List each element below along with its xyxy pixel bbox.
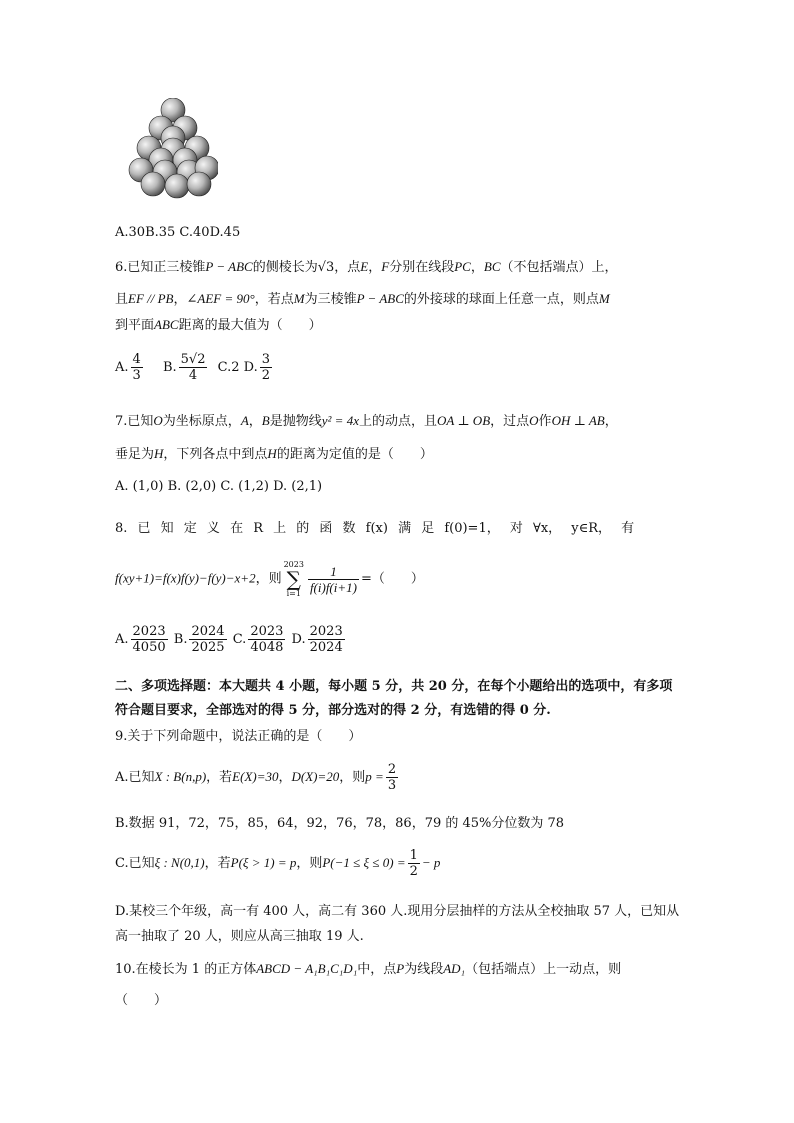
q6-line3: 到平面ABC距离的最大值为（ ） [115,317,322,333]
q8-option-a-fraction: $\frac{2023}{4050}$ [132,624,166,655]
sphere [141,172,165,196]
q9-option-c: C.已知ξ : N(0,1)，若P(ξ > 1) = p，则P(−1 ≤ ξ ≤ 0) = $\frac{1}{2}$ − p [115,848,441,879]
q7-line2: 垂足为H，下列各点中到点H的距离为定值的是（ ） [115,446,433,462]
q9-option-a-fraction: $\frac{2}{3}$ [387,762,397,793]
q6-options: A. $\frac{4}{3}$ B. $\frac{5√2}{4}$ C.2 D. $\frac{3}{2}$ [115,352,271,383]
q9-option-b: B.数据 91，72，75，85，64，92，76，78，86，79 的 45%分位数为 78 [115,816,565,831]
q6-option-b-fraction: $\frac{5√2}{4}$ [180,352,206,383]
q5-options: A.30B.35 C.40D.45 [115,225,241,240]
sphere [165,174,189,198]
q6-option-d-fraction: $\frac{3}{2}$ [261,352,271,383]
q7-line1: 7.已知O为坐标原点，A，B是抛物线y² = 4x上的动点，且OA ⊥ OB，过点O作OH ⊥ AB， [115,413,618,429]
q7-options: A. (1,0) B. (2,0) C. (1,2) D. (2,1) [115,479,323,494]
sphere [187,172,211,196]
q10-line1: 10.在棱长为 1 的正方体ABCD − A₁B₁C₁D₁中，点P为线段AD₁（包括端点）上一动点，则 [115,961,622,977]
q6-line2: 且EF // PB，∠AEF = 90°，若点M为三棱锥P − ABC的外接球的球面上任意一点，则点M [115,291,610,307]
q8-summand-fraction: $\frac{1}{f(i)f(i+1)}$ [309,563,357,595]
q8-line2: f(xy+1)=f(x)f(y)−f(y)−x+2，则 2023 ∑ i=1 $\frac{1}{f(i)f(i+1)}$ =（ ） [115,560,424,598]
q8-line1: 8. 已 知 定 义 在 R 上 的 函 数 f(x) 满 足 f(0)=1， 对 ∀x， y∈R， 有 [115,521,635,536]
q8-options: A. $\frac{2023}{4050}$ B. $\frac{2024}{2025}$ C. $\frac{2023}{4048}$ D. $\frac{2023}{2024}$ [115,624,343,655]
q8-option-b-fraction: $\frac{2024}{2025}$ [191,624,225,655]
q9-option-c-fraction: $\frac{1}{2}$ [409,848,418,879]
section2-heading-line2: 符合题目要求，全部选对的得 5 分，部分选对的得 2 分，有选错的得 0 分. [115,703,551,718]
q9-option-d-line1: D.某校三个年级，高一有 400 人，高二有 360 人.现用分层抽样的方法从全校抽取 57 人，已知从 [115,904,680,919]
summation-sign: 2023 ∑ i=1 [283,560,304,598]
q8-option-d-fraction: $\frac{2023}{2024}$ [309,624,343,655]
q9-option-a: A.已知X : B(n,p)，若E(X)=30，D(X)=20，则p = $\frac{2}{3}$ [115,762,397,793]
q9-stem: 9.关于下列命题中，说法正确的是（ ） [115,729,362,744]
q10-line2: （ ） [115,993,168,1008]
section2-heading-line1: 二、多项选择题：本大题共 4 小题，每小题 5 分，共 20 分，在每个小题给出的选项中，有多项 [115,679,673,694]
q9-option-d-line2: 高一抽取了 20 人，则应从高三抽取 19 人. [115,929,364,944]
sphere-pyramid-image [128,98,218,208]
q6-line1: 6.已知正三棱锥P − ABC的侧棱长为√3，点E，F分别在线段PC，BC（不包括端点）上， [115,259,618,275]
q6-option-a-fraction: $\frac{4}{3}$ [132,352,141,383]
q8-option-c-fraction: $\frac{2023}{4048}$ [250,624,284,655]
